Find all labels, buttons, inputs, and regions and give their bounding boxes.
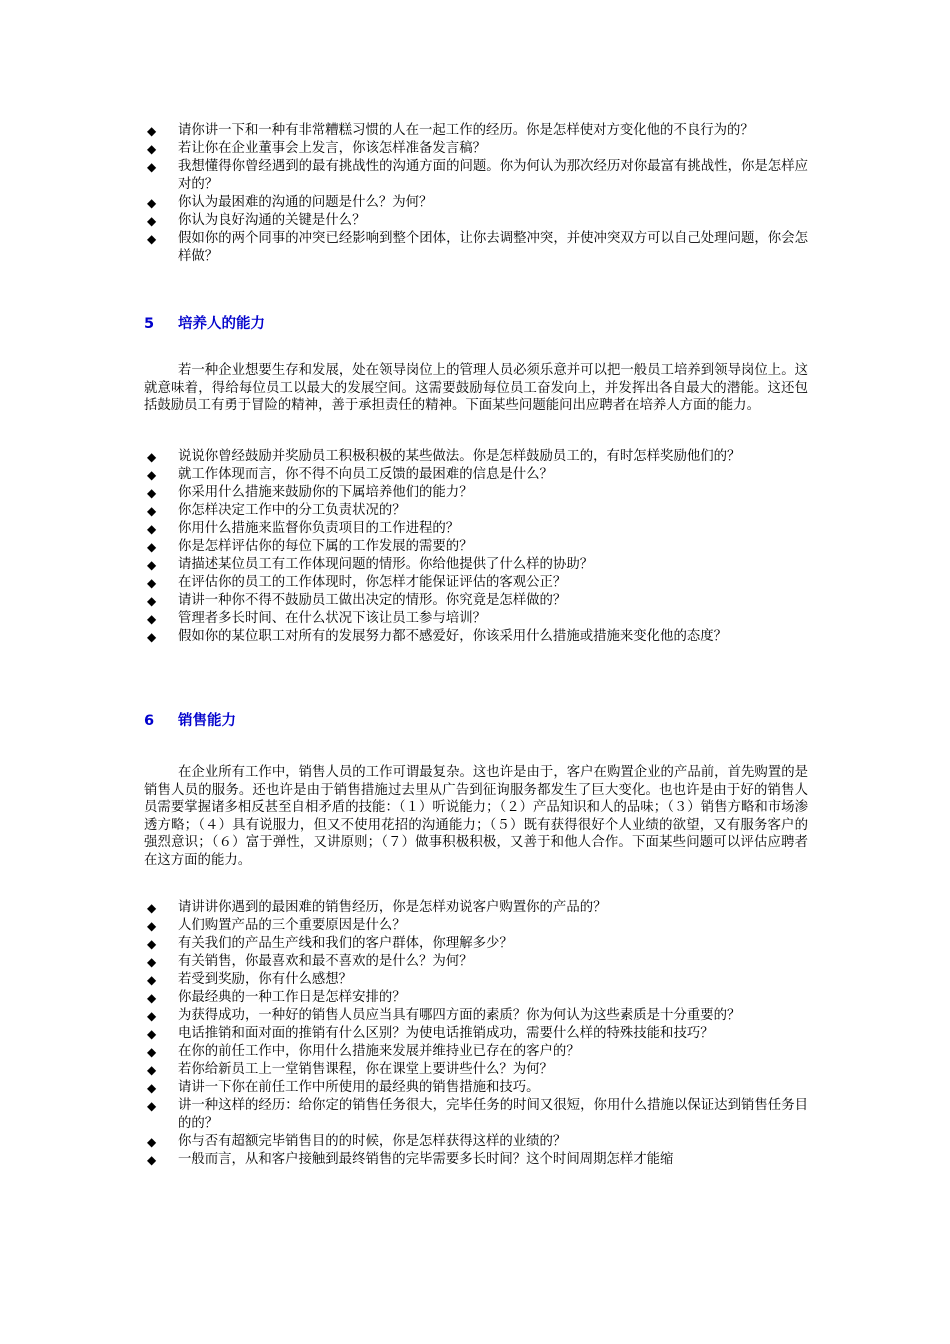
list-item: ◆ 有关销售，你最喜欢和最不喜欢的是什么？为何？ <box>147 954 473 969</box>
section-5-heading <box>144 314 265 334</box>
section-5-question-list <box>144 448 808 646</box>
list-item: ◆ 你认为最困难的沟通的问题是什么？为何？ <box>147 195 433 210</box>
list-item: ◆ 请你讲一下和一种有非常糟糕习惯的人在一起工作的经历。你是怎样使对方变化他的不良行为的？ <box>147 123 754 138</box>
list-item: ◆ 在你的前任工作中，你用什么措施来发展并维持业已存在的客户的？ <box>147 1044 580 1059</box>
section-6-intro: 在企业所有工作中，销售人员的工作可谓最复杂。这也许是由于，客户在购置企业的产品前，首先购置的是销售人员的服务。还也许是由于销售措施过去里从广告到征询服务都发生了巨大变化。也也许是由于好的销售人员需要掌握诸多相反甚至自相矛盾的技能：（１）听说能力；（２）产品知识和人的品味；（３）销售方略和市场渗透方略；（４）具有说服力，但又不使用花招的沟通能力；（５）既有获得很好个人业绩的欲望，又有服务客户的强烈意识；（６）富于弹性，又讲原则；（７）做事积极积极，又善于和他人合作。下面某些问题可以评估应聘者在这方面的能力。 <box>144 765 808 868</box>
list-item: ◆ 为获得成功，一种好的销售人员应当具有哪四方面的素质？你为何认为这些素质是十分重要的？ <box>147 1008 741 1023</box>
list-item: ◆ 你认为良好沟通的关键是什么？ <box>147 213 366 228</box>
list-item: ◆ 假如你的两个同事的冲突已经影响到整个团体，让你去调整冲突，并使冲突双方可以自己处理问题，你会怎样做？ <box>147 231 808 264</box>
list-item: ◆ 一般而言，从和客户接触到最终销售的完毕需要多长时间？这个时间周期怎样才能缩 <box>147 1152 674 1167</box>
list-item: ◆ 请讲一种你不得不鼓励员工做出决定的情形。你究竟是怎样做的？ <box>147 593 567 608</box>
diamond-bullet-icon: ◆ <box>147 576 157 590</box>
diamond-bullet-icon: ◆ <box>147 1081 157 1095</box>
diamond-bullet-icon: ◆ <box>147 594 157 608</box>
diamond-bullet-icon: ◆ <box>147 558 157 572</box>
diamond-bullet-icon: ◆ <box>147 504 157 518</box>
list-item: ◆ 请讲讲你遇到的最困难的销售经历，你是怎样劝说客户购置你的产品的？ <box>147 900 607 915</box>
diamond-bullet-icon: ◆ <box>147 124 157 138</box>
list-item: ◆ 说说你曾经鼓励并奖励员工积极积极的某些做法。你是怎样鼓励员工的，有时怎样奖励他们的？ <box>147 449 741 464</box>
list-item: ◆ 你最经典的一种工作日是怎样安排的？ <box>147 990 406 1005</box>
section-6-question-list <box>144 899 808 1169</box>
list-item: ◆ 我想懂得你曾经遇到的最有挑战性的沟通方面的问题。你为何认为那次经历对你最富有挑战性，你是怎样应对的？ <box>147 159 808 192</box>
list-item: ◆ 有关我们的产品生产线和我们的客户群体，你理解多少？ <box>147 936 513 951</box>
list-item: ◆ 你用什么措施来监督你负责项目的工作进程的？ <box>147 521 460 536</box>
section-5-intro: 若一种企业想要生存和发展，处在领导岗位上的管理人员必须乐意并可以把一般员工培养到领导岗位上。这就意味着，得给每位员工以最大的发展空间。这需要鼓励每位员工奋发向上，并发挥出各自最大的潜能。这还包括鼓励员工有勇于冒险的精神，善于承担责任的精神。下面某些问题能问出应聘者在培养人方面的能力。 <box>144 363 808 414</box>
list-item: ◆ 你怎样决定工作中的分工负责状况的？ <box>147 503 406 518</box>
list-item: ◆ 电话推销和面对面的推销有什么区别？为使电话推销成功，需要什么样的特殊技能和技巧？ <box>147 1026 714 1041</box>
communication-question-list <box>144 122 808 266</box>
list-item: ◆ 讲一种这样的经历：给你定的销售任务很大，完毕任务的时间又很短，你用什么措施以保证达到销售任务目的的？ <box>147 1098 808 1131</box>
section-6-heading <box>144 711 236 731</box>
diamond-bullet-icon: ◆ <box>147 142 157 156</box>
diamond-bullet-icon: ◆ <box>147 1009 157 1023</box>
diamond-bullet-icon: ◆ <box>147 973 157 987</box>
section-title: 销售能力 <box>178 713 236 729</box>
section-number: 6 <box>144 713 155 729</box>
list-item: ◆ 在评估你的员工的工作体现时，你怎样才能保证评估的客观公正？ <box>147 575 567 590</box>
list-item: ◆ 若你给新员工上一堂销售课程，你在课堂上要讲些什么？为何？ <box>147 1062 553 1077</box>
diamond-bullet-icon: ◆ <box>147 955 157 969</box>
list-item: ◆ 若受到奖励，你有什么感想？ <box>147 972 353 987</box>
list-item: ◆ 请讲一下你在前任工作中所使用的最经典的销售措施和技巧。 <box>147 1080 540 1095</box>
diamond-bullet-icon: ◆ <box>147 1135 157 1149</box>
diamond-bullet-icon: ◆ <box>147 1027 157 1041</box>
list-item: ◆ 人们购置产品的三个重要原因是什么？ <box>147 918 406 933</box>
diamond-bullet-icon: ◆ <box>147 1153 157 1167</box>
diamond-bullet-icon: ◆ <box>147 901 157 915</box>
diamond-bullet-icon: ◆ <box>147 540 157 554</box>
list-item: ◆ 你与否有超额完毕销售目的的时候，你是怎样获得这样的业绩的？ <box>147 1134 567 1149</box>
diamond-bullet-icon: ◆ <box>147 486 157 500</box>
list-item: ◆ 假如你的某位职工对所有的发展努力都不感爱好，你该采用什么措施或措施来变化他的态度？ <box>147 629 728 644</box>
list-item: ◆ 就工作体现而言，你不得不向员工反馈的最困难的信息是什么？ <box>147 467 553 482</box>
diamond-bullet-icon: ◆ <box>147 919 157 933</box>
section-number: 5 <box>144 316 155 332</box>
list-item: ◆ 若让你在企业董事会上发言，你该怎样准备发言稿？ <box>147 141 486 156</box>
diamond-bullet-icon: ◆ <box>147 630 157 644</box>
list-item: ◆ 管理者多长时间、在什么状况下该让员工参与培训？ <box>147 611 486 626</box>
diamond-bullet-icon: ◆ <box>147 991 157 1005</box>
diamond-bullet-icon: ◆ <box>147 937 157 951</box>
diamond-bullet-icon: ◆ <box>147 1063 157 1077</box>
diamond-bullet-icon: ◆ <box>147 1045 157 1059</box>
diamond-bullet-icon: ◆ <box>147 214 157 228</box>
diamond-bullet-icon: ◆ <box>147 450 157 464</box>
diamond-bullet-icon: ◆ <box>147 1099 157 1113</box>
diamond-bullet-icon: ◆ <box>147 196 157 210</box>
list-item: ◆ 你采用什么措施来鼓励你的下属培养他们的能力？ <box>147 485 473 500</box>
list-item: ◆ 请描述某位员工有工作体现问题的情形。你给他提供了什么样的协助？ <box>147 557 594 572</box>
diamond-bullet-icon: ◆ <box>147 468 157 482</box>
diamond-bullet-icon: ◆ <box>147 160 157 174</box>
diamond-bullet-icon: ◆ <box>147 232 157 246</box>
diamond-bullet-icon: ◆ <box>147 522 157 536</box>
list-item: ◆ 你是怎样评估你的每位下属的工作发展的需要的？ <box>147 539 473 554</box>
section-title: 培养人的能力 <box>178 316 265 332</box>
diamond-bullet-icon: ◆ <box>147 612 157 626</box>
